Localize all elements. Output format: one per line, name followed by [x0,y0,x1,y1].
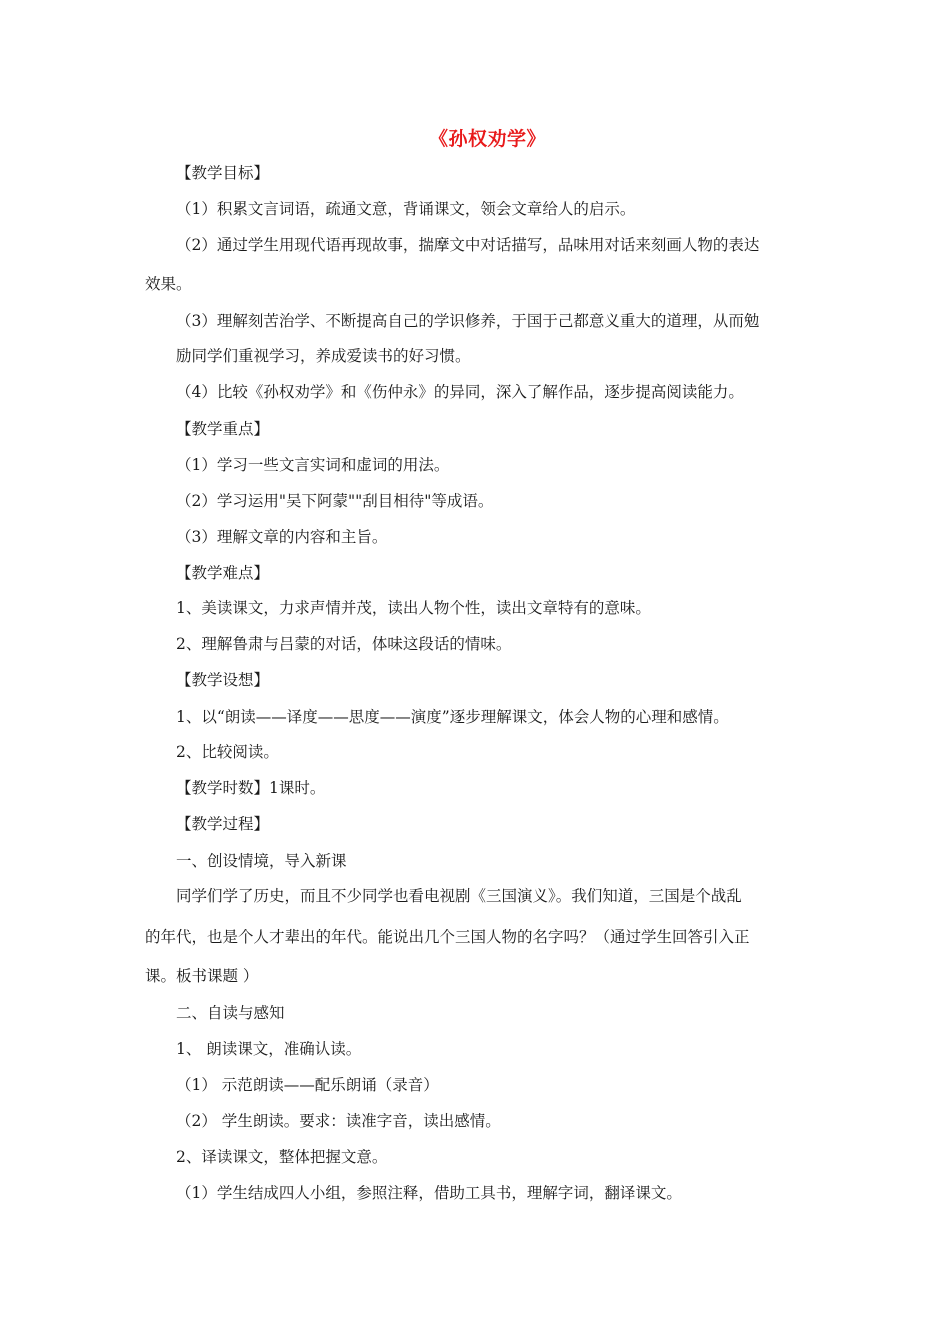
paragraph-line: 2、比较阅读。 [176,743,279,761]
paragraph-line: 励同学们重视学习，养成爱读书的好习惯。 [176,347,471,365]
paragraph-line: （2）通过学生用现代语再现故事，揣摩文中对话描写，品味用对话来刻画人物的表达 [176,236,760,254]
paragraph-line: （1）学生结成四人小组，参照注释，借助工具书，理解字词，翻译课文。 [176,1184,682,1202]
section-heading-difficulties: 【教学难点】 [176,564,270,582]
paragraph-line: （4）比较《孙权劝学》和《伤仲永》的异同，深入了解作品，逐步提高阅读能力。 [176,383,744,401]
paragraph-line: 2、理解鲁肃与吕蒙的对话，体味这段话的情味。 [176,635,512,653]
paragraph-line: 同学们学了历史，而且不少同学也看电视剧《三国演义》。我们知道，三国是个战乱 [176,887,742,905]
section-heading-process: 【教学过程】 [176,815,270,833]
paragraph-line: （3）理解刻苦治学、不断提高自己的学识修养，于国于己都意义重大的道理，从而勉 [176,312,760,330]
paragraph-line: 2、译读课文，整体把握文意。 [176,1148,388,1166]
paragraph-line: 效果。 [145,275,192,293]
paragraph-line: （3）理解文章的内容和主旨。 [176,528,388,546]
paragraph-line: （1）学习一些文言实词和虚词的用法。 [176,456,450,474]
paragraph-line: （1） 示范朗读——配乐朗诵（录音） [176,1076,439,1094]
section-heading-design: 【教学设想】 [176,671,270,689]
paragraph-line: 的年代，也是个人才辈出的年代。能说出几个三国人物的名字吗？（通过学生回答引入正 [145,928,750,946]
section-heading-key-points: 【教学重点】 [176,420,270,438]
document-title: 《孙权劝学》 [428,128,546,150]
paragraph-line: 1、以“朗读——译度——思度——演度”逐步理解课文，体会人物的心理和感情。 [176,708,729,726]
paragraph-line: 二、自读与感知 [176,1004,285,1022]
section-heading-hours: 【教学时数】1课时。 [176,779,326,797]
paragraph-line: （2） 学生朗读。要求：读准字音，读出感情。 [176,1112,501,1130]
section-heading-goals: 【教学目标】 [176,164,270,182]
paragraph-line: 课。板书课题 ） [145,967,259,985]
paragraph-line: （2）学习运用"吴下阿蒙""刮目相待"等成语。 [176,492,494,510]
paragraph-line: 1、美读课文，力求声情并茂，读出人物个性，读出文章特有的意味。 [176,599,651,617]
paragraph-line: 1、 朗读课文，准确认读。 [176,1040,362,1058]
paragraph-line: 一、创设情境，导入新课 [176,852,347,870]
paragraph-line: （1）积累文言词语，疏通文意，背诵课文，领会文章给人的启示。 [176,200,636,218]
